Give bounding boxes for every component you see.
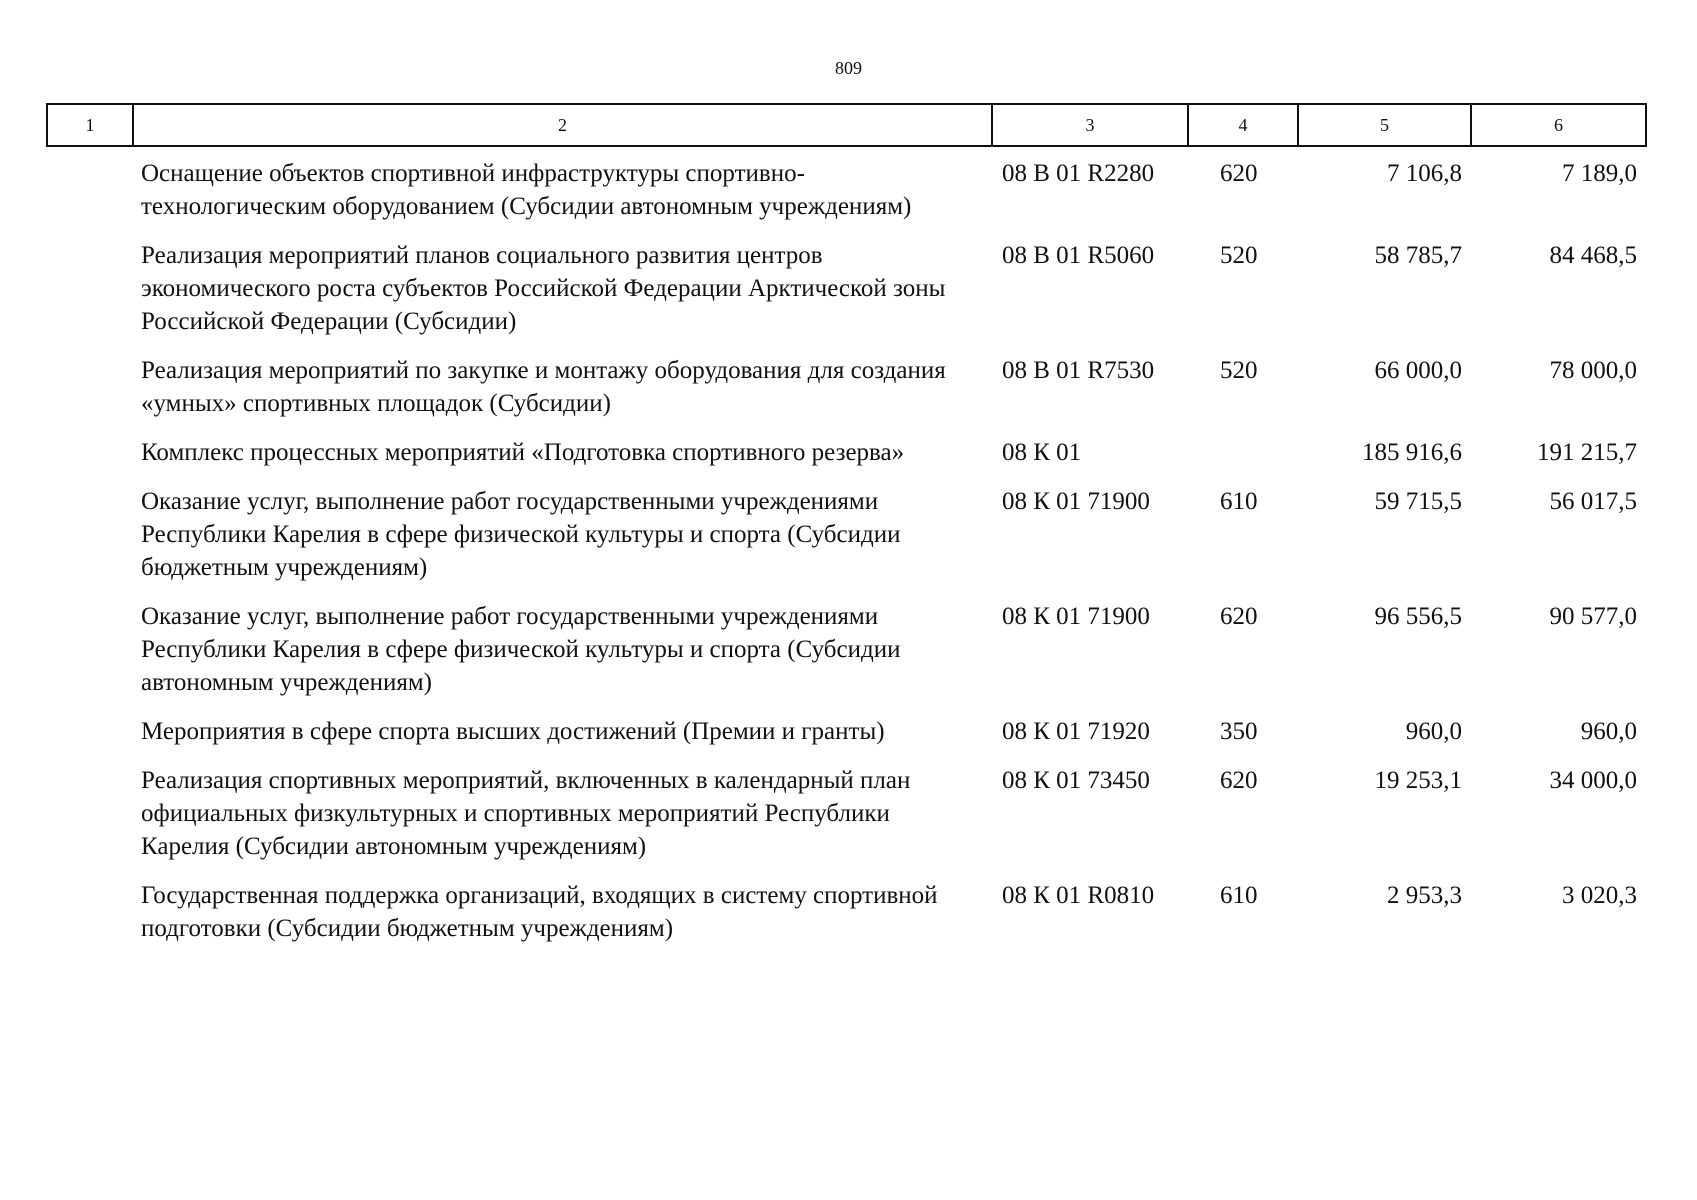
table-row xyxy=(47,354,1646,436)
target-code-cell: 08 В 01 R7530 xyxy=(1002,357,1155,384)
table-body xyxy=(47,146,1646,945)
amount-year2-cell: 90 577,0 xyxy=(1549,603,1637,630)
number-cell xyxy=(47,715,133,764)
amount-year2-cell: 3 020,3 xyxy=(1562,882,1637,909)
number-cell xyxy=(47,354,133,436)
amount-year2-cell: 960,0 xyxy=(1580,718,1637,745)
header-cell-2: 2 xyxy=(133,104,992,146)
page-number: 809 xyxy=(835,58,862,78)
item-name-cell: Оснащение объектов спортивной инфраструктуры спортивно-технологическим оборудованием (Субсидии автономным учреждениям) xyxy=(141,160,912,220)
amount-year1-cell: 2 953,3 xyxy=(1387,882,1462,909)
table-row xyxy=(47,239,1646,354)
table-row xyxy=(47,485,1646,600)
amount-year1-cell: 19 253,1 xyxy=(1374,767,1462,794)
number-cell xyxy=(47,146,133,239)
target-code-cell: 08 К 01 73450 xyxy=(1002,767,1150,794)
table-header xyxy=(47,104,1646,146)
amount-year1-cell: 960,0 xyxy=(1405,718,1462,745)
amount-year2-cell: 7 189,0 xyxy=(1562,160,1637,187)
target-code-cell: 08 К 01 R0810 xyxy=(1002,882,1155,909)
number-cell xyxy=(47,239,133,354)
budget-table xyxy=(46,103,1647,945)
expense-type-cell: 620 xyxy=(1220,603,1258,630)
header-cell-1: 1 xyxy=(47,104,133,146)
item-name-cell: Реализация мероприятий планов социального развития центров экономического роста субъектов Российской Федерации Арктической зоны Российской Федерации (Субсидии) xyxy=(141,242,946,335)
amount-year1-cell: 66 000,0 xyxy=(1374,357,1462,384)
item-name-cell: Оказание услуг, выполнение работ государственными учреждениями Республики Карелия в сфере физической культуры и спорта (Субсидии автономным учреждениям) xyxy=(141,603,901,696)
target-code-cell: 08 К 01 71920 xyxy=(1002,718,1150,745)
amount-year2-cell: 78 000,0 xyxy=(1549,357,1637,384)
table-row xyxy=(47,764,1646,879)
expense-type-cell: 620 xyxy=(1220,767,1258,794)
number-cell xyxy=(47,485,133,600)
number-cell xyxy=(47,436,133,485)
amount-year1-cell: 59 715,5 xyxy=(1374,488,1462,515)
target-code-cell: 08 К 01 71900 xyxy=(1002,603,1150,630)
item-name-cell: Реализация мероприятий по закупке и монтажу оборудования для создания «умных» спортивных площадок (Субсидии) xyxy=(141,357,946,417)
table-row xyxy=(47,146,1646,239)
header-cell-6: 6 xyxy=(1471,104,1646,146)
target-code-cell: 08 К 01 71900 xyxy=(1002,488,1150,515)
amount-year1-cell: 7 106,8 xyxy=(1387,160,1462,187)
table-row xyxy=(47,600,1646,715)
expense-type-cell: 610 xyxy=(1220,882,1258,909)
item-name-cell: Мероприятия в сфере спорта высших достижений (Премии и гранты) xyxy=(141,718,885,745)
expense-type-cell: 610 xyxy=(1220,488,1258,515)
header-cell-4: 4 xyxy=(1188,104,1298,146)
item-name-cell: Реализация спортивных мероприятий, включенных в календарный план официальных физкультурных и спортивных мероприятий Республики Карелия (Субсидии автономным учреждениям) xyxy=(141,767,911,860)
amount-year2-cell: 56 017,5 xyxy=(1549,488,1637,515)
number-cell xyxy=(47,600,133,715)
number-cell xyxy=(47,879,133,945)
expense-type-cell: 520 xyxy=(1220,357,1258,384)
expense-type-cell xyxy=(1188,436,1298,485)
amount-year1-cell: 58 785,7 xyxy=(1374,242,1462,269)
item-name-cell: Оказание услуг, выполнение работ государственными учреждениями Республики Карелия в сфере физической культуры и спорта (Субсидии бюджетным учреждениям) xyxy=(141,488,901,581)
number-cell xyxy=(47,764,133,879)
table-row xyxy=(47,879,1646,945)
target-code-cell: 08 В 01 R2280 xyxy=(1002,160,1155,187)
expense-type-cell: 350 xyxy=(1220,718,1258,745)
amount-year2-cell: 34 000,0 xyxy=(1549,767,1637,794)
amount-year1-cell: 185 916,6 xyxy=(1362,439,1462,466)
item-name-cell: Государственная поддержка организаций, входящих в систему спортивной подготовки (Субсидии бюджетным учреждениям) xyxy=(141,882,938,942)
expense-type-cell: 620 xyxy=(1220,160,1258,187)
header-row xyxy=(47,104,1646,146)
item-name-cell: Комплекс процессных мероприятий «Подготовка спортивного резерва» xyxy=(141,439,905,466)
target-code-cell: 08 К 01 xyxy=(1002,439,1082,466)
amount-year1-cell: 96 556,5 xyxy=(1374,603,1462,630)
amount-year2-cell: 191 215,7 xyxy=(1537,439,1637,466)
expense-type-cell: 520 xyxy=(1220,242,1258,269)
table-row xyxy=(47,715,1646,764)
amount-year2-cell: 84 468,5 xyxy=(1549,242,1637,269)
table-row xyxy=(47,436,1646,485)
target-code-cell: 08 В 01 R5060 xyxy=(1002,242,1155,269)
header-cell-5: 5 xyxy=(1298,104,1471,146)
header-cell-3: 3 xyxy=(992,104,1188,146)
